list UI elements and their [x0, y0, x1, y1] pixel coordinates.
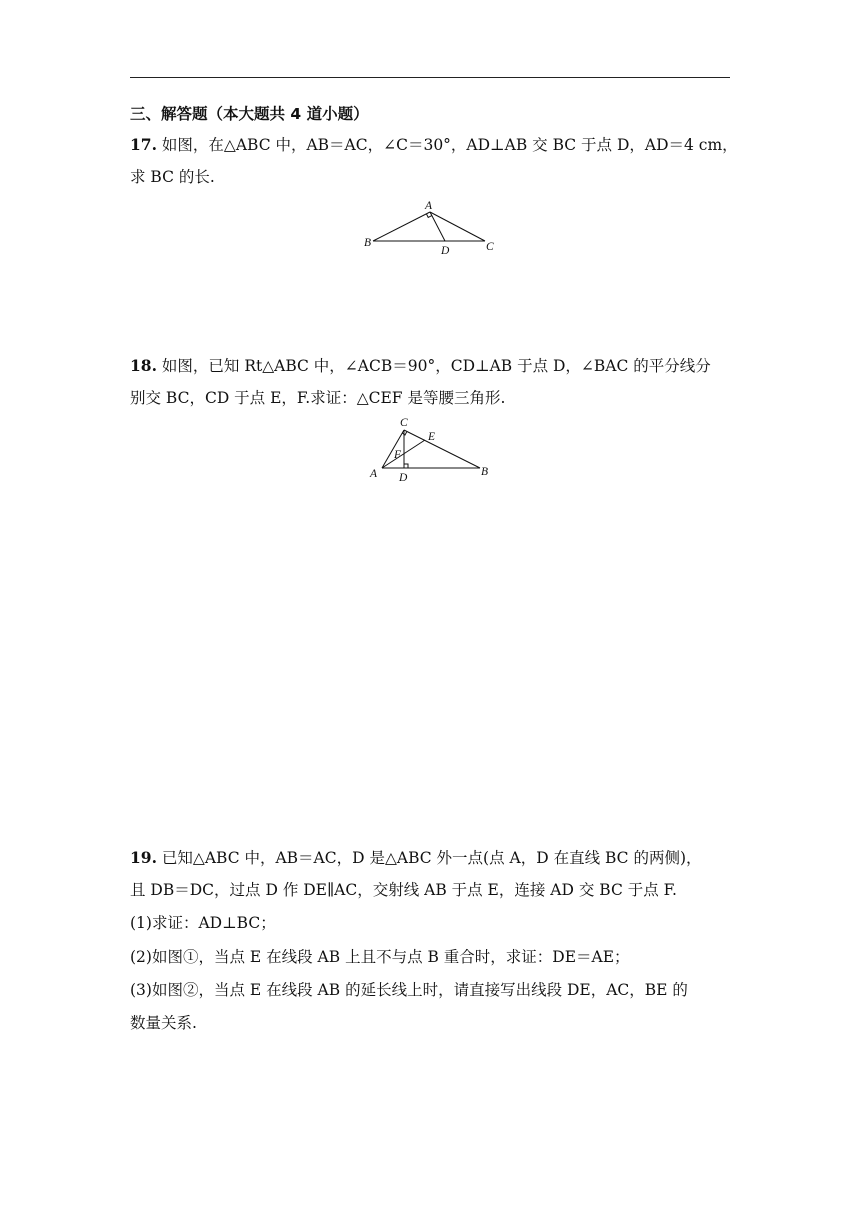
problem-17-text-2: 求 BC 的长.: [130, 168, 215, 186]
problem-19-part-3: (3)如图②，当点 E 在线段 AB 的延长线上时，请直接写出线段 DE，AC，BE 的: [130, 981, 688, 999]
segment-cb: [404, 430, 480, 468]
label-e: E: [428, 431, 436, 443]
segment-ac: [430, 212, 485, 241]
label-a: A: [370, 468, 378, 480]
top-rule: [130, 77, 730, 78]
segment-ba: [373, 212, 430, 241]
problem-17-number: 17.: [130, 135, 157, 154]
label-b: B: [481, 466, 489, 478]
label-c: C: [486, 241, 494, 253]
problem-19-text-2: 且 DB＝DC，过点 D 作 DE∥AC，交射线 AB 于点 E，连接 AD 交 BC 于点 F.: [130, 881, 677, 899]
problem-19-part-3-cont: 数量关系.: [130, 1014, 197, 1032]
label-f: F: [394, 449, 402, 461]
label-b: B: [364, 237, 372, 249]
figure-18: [365, 414, 495, 484]
label-d: D: [441, 245, 450, 257]
problem-19-part-1: (1)求证：AD⊥BC；: [130, 914, 276, 932]
label-d: D: [399, 472, 408, 484]
label-a: A: [425, 200, 433, 212]
label-c: C: [400, 417, 408, 429]
problem-18-number: 18.: [130, 356, 157, 375]
problem-19-part-2: (2)如图①，当点 E 在线段 AB 上且不与点 B 重合时，求证：DE＝AE；: [130, 948, 630, 966]
problem-17-text-1: 如图，在△ABC 中，AB＝AC，∠C＝30°，AD⊥AB 交 BC 于点 D，AD＝4 cm，: [156, 136, 738, 154]
problem-19-text-1: 已知△ABC 中，AB＝AC，D 是△ABC 外一点(点 A，D 在直线 BC 的两侧)，: [156, 849, 702, 867]
problem-18-text-2: 别交 BC，CD 于点 E，F.求证：△CEF 是等腰三角形.: [130, 389, 506, 407]
right-angle-mark-d: [404, 464, 408, 468]
problem-18-line-1: [130, 358, 730, 375]
problem-19-line-1: [130, 850, 730, 867]
section-heading: 三、解答题（本大题共 4 道小题）: [130, 105, 369, 123]
problem-17-line-1: [130, 135, 738, 154]
figure-17: [360, 198, 500, 258]
problem-19-number: 19.: [130, 848, 157, 867]
problem-18-text-1: 如图，已知 Rt△ABC 中，∠ACB＝90°，CD⊥AB 于点 D，∠BAC 的平分线分: [156, 357, 711, 375]
